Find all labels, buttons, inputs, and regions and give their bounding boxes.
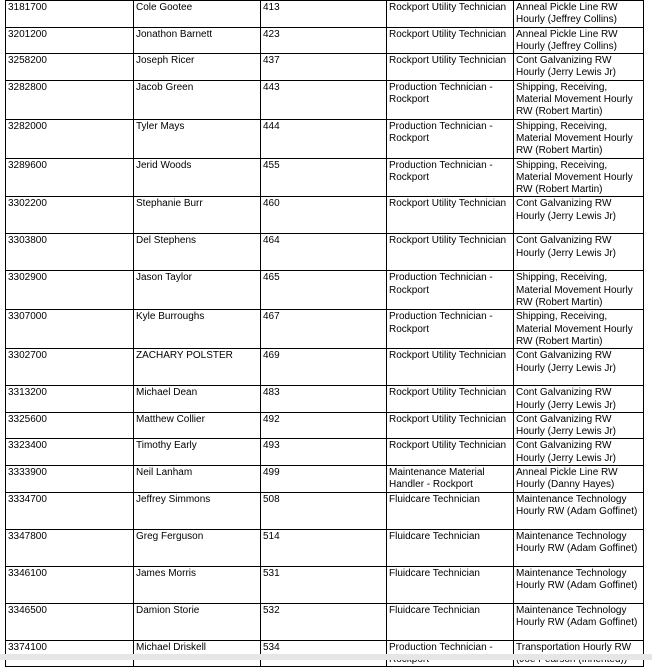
- table-row: [6, 197, 644, 234]
- job-title-cell: Fluidcare Technician: [387, 492, 514, 529]
- employee-name-cell: Matthew Collier: [134, 412, 261, 439]
- employee-id-cell: 3334700: [6, 492, 134, 529]
- table-row: [6, 1, 644, 28]
- employee-name-cell: Timothy Early: [134, 439, 261, 466]
- badge-number-cell: 492: [261, 412, 387, 439]
- table-row: [6, 603, 644, 640]
- employee-id-cell: 3289600: [6, 158, 134, 197]
- department-cell: Maintenance Technology Hourly RW (Adam Goffinet): [514, 529, 644, 566]
- employee-id-cell: 3282000: [6, 119, 134, 158]
- employee-name-cell: ZACHARY POLSTER: [134, 349, 261, 386]
- employee-id-cell: 3282800: [6, 80, 134, 119]
- department-cell: Transportation Hourly RW: [514, 640, 644, 667]
- table-row: [6, 119, 644, 158]
- employee-name-cell: Kyle Burroughs: [134, 310, 261, 349]
- employee-name-cell: Jeffrey Simmons: [134, 492, 261, 529]
- job-title-cell: Rockport Utility Technician: [387, 54, 514, 81]
- table-row: [6, 80, 644, 119]
- employee-id-cell: 3333900: [6, 466, 134, 493]
- employee-table-body: [6, 0, 644, 667]
- employee-id-cell: 3302900: [6, 271, 134, 310]
- employee-name-cell: Jacob Green: [134, 80, 261, 119]
- badge-number-cell: 465: [261, 271, 387, 310]
- table-row: [6, 271, 644, 310]
- badge-number-cell: 499: [261, 466, 387, 493]
- table-row: [6, 439, 644, 466]
- employee-id-cell: 3302700: [6, 349, 134, 386]
- department-cell: Shipping, Receiving, Material Movement Hourly RW (Robert Martin): [514, 80, 644, 119]
- employee-id-cell: 3374100: [6, 640, 134, 667]
- employee-id-cell: 3302200: [6, 197, 134, 234]
- badge-number-cell: 508: [261, 492, 387, 529]
- badge-number-cell: 413: [261, 1, 387, 28]
- page-bottom-band: [0, 654, 652, 660]
- badge-number-cell: 534: [261, 640, 387, 667]
- employee-name-cell: Jason Taylor: [134, 271, 261, 310]
- employee-name-cell: Del Stephens: [134, 234, 261, 271]
- employee-name-cell: Jonathon Barnett: [134, 27, 261, 54]
- table-row: [6, 466, 644, 493]
- badge-number-cell: 437: [261, 54, 387, 81]
- employee-id-cell: 3325600: [6, 412, 134, 439]
- job-title-cell: Rockport Utility Technician: [387, 1, 514, 28]
- department-cell: Shipping, Receiving, Material Movement Hourly RW (Robert Martin): [514, 310, 644, 349]
- job-title-cell: Production Technician - Rockport: [387, 80, 514, 119]
- table-row: [6, 492, 644, 529]
- badge-number-cell: 443: [261, 80, 387, 119]
- employee-name-cell: Greg Ferguson: [134, 529, 261, 566]
- badge-number-cell: 444: [261, 119, 387, 158]
- department-cell: Shipping, Receiving, Material Movement Hourly RW (Robert Martin): [514, 271, 644, 310]
- job-title-cell: Maintenance Material Handler - Rockport: [387, 466, 514, 493]
- employee-id-cell: 3346500: [6, 603, 134, 640]
- table-row: [6, 158, 644, 197]
- department-cell: Cont Galvanizing RW Hourly (Jerry Lewis Jr): [514, 439, 644, 466]
- badge-number-cell: 493: [261, 439, 387, 466]
- job-title-cell: Rockport Utility Technician: [387, 234, 514, 271]
- employee-id-cell: 3347800: [6, 529, 134, 566]
- badge-number-cell: 514: [261, 529, 387, 566]
- job-title-cell: Rockport Utility Technician: [387, 386, 514, 413]
- employee-id-cell: 3323400: [6, 439, 134, 466]
- department-cell: Cont Galvanizing RW Hourly (Jerry Lewis Jr): [514, 349, 644, 386]
- badge-number-cell: 531: [261, 566, 387, 603]
- department-cell: Cont Galvanizing RW Hourly (Jerry Lewis Jr): [514, 386, 644, 413]
- employee-name-cell: Neil Lanham: [134, 466, 261, 493]
- department-cell: Shipping, Receiving, Material Movement Hourly RW (Robert Martin): [514, 158, 644, 197]
- job-title-cell: Rockport Utility Technician: [387, 27, 514, 54]
- job-title-cell: Rockport Utility Technician: [387, 349, 514, 386]
- department-cell: Shipping, Receiving, Material Movement Hourly RW (Robert Martin): [514, 119, 644, 158]
- table-row: [6, 27, 644, 54]
- job-title-cell: Rockport Utility Technician: [387, 197, 514, 234]
- employee-name-cell: James Morris: [134, 566, 261, 603]
- department-cell: Cont Galvanizing RW Hourly (Jerry Lewis Jr): [514, 197, 644, 234]
- employee-id-cell: 3201200: [6, 27, 134, 54]
- badge-number-cell: 469: [261, 349, 387, 386]
- employee-table: [5, 0, 644, 667]
- badge-number-cell: 467: [261, 310, 387, 349]
- employee-name-cell: Tyler Mays: [134, 119, 261, 158]
- department-cell: Anneal Pickle Line RW Hourly (Jeffrey Collins): [514, 1, 644, 28]
- job-title-cell: Production Technician - Rockport: [387, 119, 514, 158]
- employee-name-cell: Michael Dean: [134, 386, 261, 413]
- job-title-cell: Rockport Utility Technician: [387, 412, 514, 439]
- table-row: [6, 310, 644, 349]
- department-cell: Anneal Pickle Line RW Hourly (Danny Hayes): [514, 466, 644, 493]
- employee-name-cell: Stephanie Burr: [134, 197, 261, 234]
- employee-id-cell: 3303800: [6, 234, 134, 271]
- table-row: [6, 234, 644, 271]
- table-row: [6, 529, 644, 566]
- job-title-cell: Production Technician - Rockport: [387, 271, 514, 310]
- table-row: [6, 349, 644, 386]
- employee-id-cell: 3258200: [6, 54, 134, 81]
- job-title-cell: Fluidcare Technician: [387, 566, 514, 603]
- job-title-cell: Production Technician - Rockport: [387, 310, 514, 349]
- department-cell: Maintenance Technology Hourly RW (Adam Goffinet): [514, 492, 644, 529]
- department-cell: Maintenance Technology Hourly RW (Adam Goffinet): [514, 566, 644, 603]
- department-cell: Maintenance Technology Hourly RW (Adam Goffinet): [514, 603, 644, 640]
- employee-name-cell: Joseph Ricer: [134, 54, 261, 81]
- employee-name-cell: Cole Gootee: [134, 1, 261, 28]
- badge-number-cell: 460: [261, 197, 387, 234]
- table-row: [6, 386, 644, 413]
- department-cell: Cont Galvanizing RW Hourly (Jerry Lewis Jr): [514, 54, 644, 81]
- table-row: [6, 412, 644, 439]
- employee-name-cell: Michael Driskell: [134, 640, 261, 667]
- employee-id-cell: 3313200: [6, 386, 134, 413]
- badge-number-cell: 532: [261, 603, 387, 640]
- job-title-cell: Production Technician - Rockport: [387, 158, 514, 197]
- badge-number-cell: 455: [261, 158, 387, 197]
- job-title-cell: Fluidcare Technician: [387, 529, 514, 566]
- job-title-cell: Rockport Utility Technician: [387, 439, 514, 466]
- job-title-cell: Fluidcare Technician: [387, 603, 514, 640]
- table-row: [6, 54, 644, 81]
- employee-id-cell: 3346100: [6, 566, 134, 603]
- badge-number-cell: 464: [261, 234, 387, 271]
- employee-id-cell: 3181700: [6, 1, 134, 28]
- table-row: [6, 566, 644, 603]
- department-cell: Anneal Pickle Line RW Hourly (Jeffrey Collins): [514, 27, 644, 54]
- department-cell: Cont Galvanizing RW Hourly (Jerry Lewis Jr): [514, 412, 644, 439]
- badge-number-cell: 483: [261, 386, 387, 413]
- employee-name-cell: Damion Storie: [134, 603, 261, 640]
- job-title-cell: Production Technician -: [387, 640, 514, 667]
- employee-id-cell: 3307000: [6, 310, 134, 349]
- employee-name-cell: Jerid Woods: [134, 158, 261, 197]
- department-cell: Cont Galvanizing RW Hourly (Jerry Lewis Jr): [514, 234, 644, 271]
- badge-number-cell: 423: [261, 27, 387, 54]
